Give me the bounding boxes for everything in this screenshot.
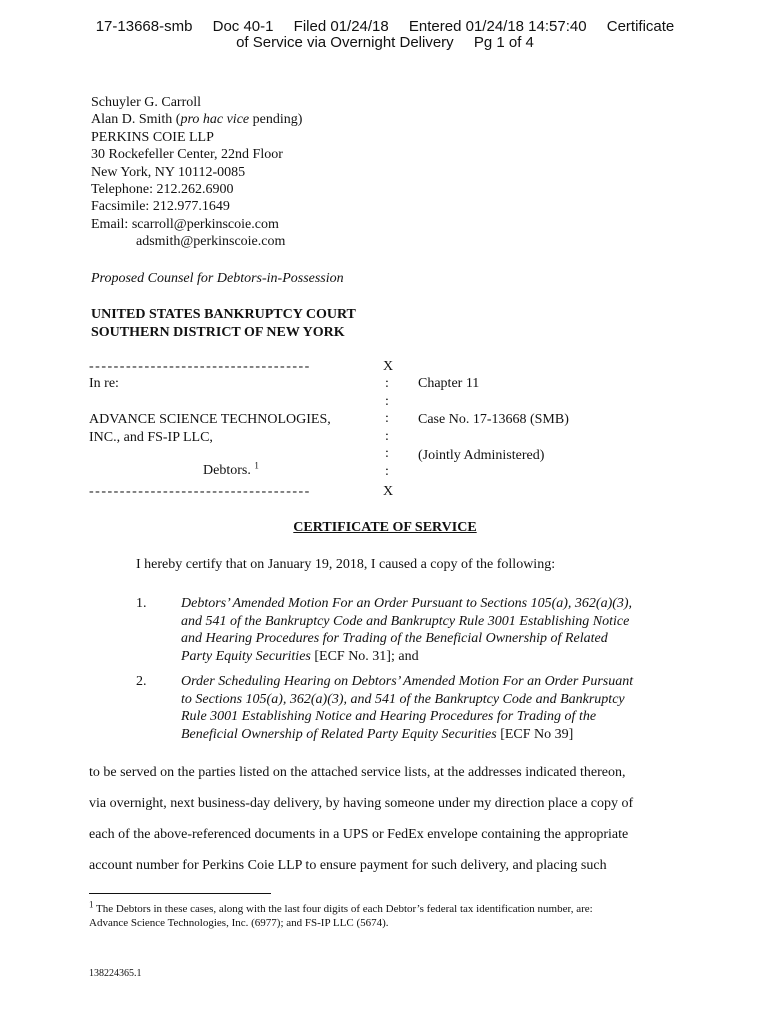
body-line-1: to be served on the parties listed on the attached service lists, at the addresses indicated thereon, <box>89 765 626 780</box>
page-count: Pg 1 of 4 <box>473 34 534 51</box>
address-line-2: New York, NY 10112-0085 <box>91 164 246 180</box>
document-id: 138224365.1 <box>89 968 142 979</box>
ecf-header-line1 <box>0 19 770 35</box>
doc-number: Doc 40-1 <box>212 18 274 35</box>
body-line-3: each of the above-referenced documents in a UPS or FedEx envelope containing the appropriate <box>89 827 629 842</box>
caption-bottom-x: X <box>383 484 394 499</box>
footnote-rule <box>89 893 271 894</box>
counsel-name-2: Alan D. Smith (pro hac vice pending) <box>91 112 303 128</box>
ecf-header-line2 <box>0 35 770 51</box>
doc-title-part2: of Service via Overnight Delivery <box>236 34 454 51</box>
caption-bottom-dashes: ------------------------------------ <box>89 484 311 499</box>
in-re-label: In re: <box>89 376 119 391</box>
item-2-text: Order Scheduling Hearing on Debtors’ Amended Motion For an Order Pursuant to Sections 105(a), 362(a)(3), and 541 of the Bankruptcy Code and Bankruptcy Rule 3001 Establishing Notice and Hearing Procedures for Trading of the Beneficial Ownership of Related Party Equity Securities [ECF No 39] <box>181 674 634 742</box>
case-no: Case No. 17-13668 (SMB) <box>418 412 569 427</box>
filed-date: Filed 01/24/18 <box>293 18 389 35</box>
counsel-block <box>91 94 302 251</box>
facsimile: Facsimile: 212.977.1649 <box>91 199 230 215</box>
item-1-number: 1. <box>136 596 147 611</box>
certificate-intro: I hereby certify that on January 19, 2018, I caused a copy of the following: <box>136 557 556 572</box>
debtor-name-line-1: ADVANCE SCIENCE TECHNOLOGIES, <box>89 412 331 427</box>
footnote-marker: 1 <box>89 899 94 910</box>
certificate-title: CERTIFICATE OF SERVICE <box>293 520 477 535</box>
email-2: adsmith@perkinscoie.com <box>136 234 286 250</box>
address-line-1: 30 Rockefeller Center, 22nd Floor <box>91 147 283 163</box>
footnote-ref: 1 <box>254 460 259 471</box>
footnote: $^1$ The Debtors in these cases, along with the last four digits of each Debtor’s federal tax identification number, are: Advance Science Technologies, Inc. (6977); and FS-IP LLC (5674). <box>89 899 593 929</box>
caption-colons: : : : : : : <box>385 376 389 479</box>
body-line-2: via overnight, next business-day delivery, by having someone under my direction place a copy of <box>89 796 634 811</box>
telephone: Telephone: 212.262.6900 <box>91 181 234 197</box>
court-line-1: UNITED STATES BANKRUPTCY COURT <box>91 307 356 322</box>
body-line-4: account number for Perkins Coie LLP to ensure payment for such delivery, and placing such <box>89 858 607 873</box>
counsel-name-1: Schuyler G. Carroll <box>91 95 202 110</box>
debtors-label: Debtors. $^1$ <box>203 460 259 478</box>
case-number: 17-13668-smb <box>95 18 193 35</box>
email-1: Email: scarroll@perkinscoie.com <box>91 216 279 232</box>
caption-top-x: X <box>383 359 394 374</box>
caption-top-dashes: ------------------------------------ <box>89 359 311 374</box>
firm-name: PERKINS COIE LLP <box>91 129 214 145</box>
jointly-administered: (Jointly Administered) <box>418 448 545 463</box>
item-1-text: Debtors’ Amended Motion For an Order Pursuant to Sections 105(a), 362(a)(3), and 541 of the Bankruptcy Code and Bankruptcy Rule 3001 Establishing Notice and Hearing Procedures for Trading of the Beneficial Ownership of Related Party Equity Securities [ECF No. 31]; and <box>181 596 633 664</box>
debtor-name-line-2: INC., and FS-IP LLC, <box>89 430 213 445</box>
item-2-number: 2. <box>136 674 147 689</box>
doc-title-part1: Certificate <box>606 18 675 35</box>
counsel-role: Proposed Counsel for Debtors-in-Possession <box>91 271 344 286</box>
court-line-2: SOUTHERN DISTRICT OF NEW YORK <box>91 325 345 340</box>
chapter: Chapter 11 <box>418 376 480 391</box>
entered-date: Entered 01/24/18 14:57:40 <box>408 18 587 35</box>
